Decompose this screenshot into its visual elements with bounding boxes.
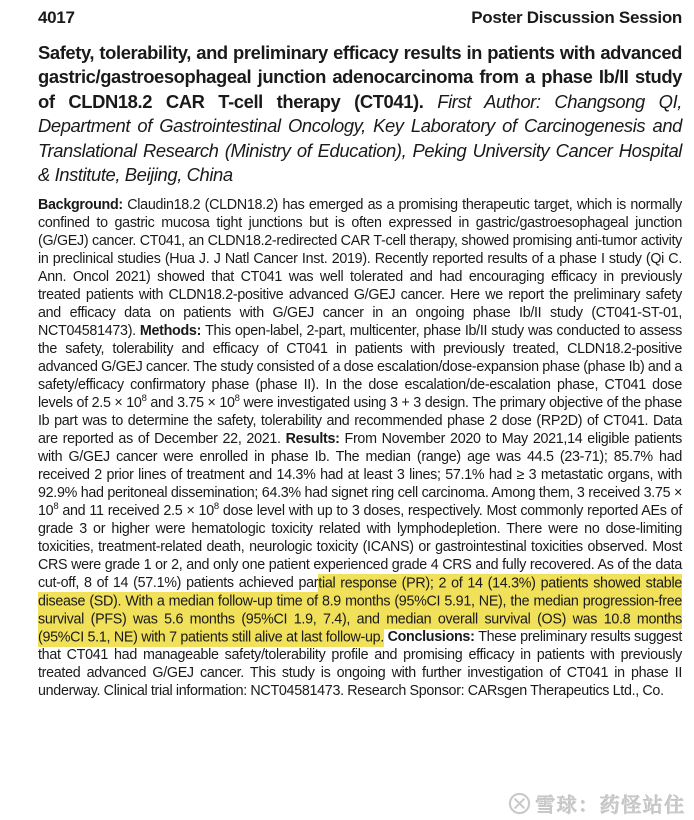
abstract-run-bold: Conclusions: xyxy=(387,629,479,646)
abstract-run-normal: were investigated using 3 + 3 design. The primary objective of the phase Ib part was to determine the safety, tolerability and recommended phase 2 dose (RP2D) of CT041. Data are reported as of December 22, 2021. xyxy=(38,395,682,448)
watermark-text: 雪球：药怪站住 xyxy=(535,795,686,817)
watermark xyxy=(508,789,687,818)
abstract-run-normal: From November 2020 to May 2021,14 eligible patients with G/GEJ cancer were enrolled in phase Ib. The median (range) age was 44.5 (23-71); 85.7% had received 2 prior lines of treatment and 14.3% had at least 3 lines; 57.1% had ≥ 3 metastatic organs, with 92.9% had peritoneal dissemination; 64.3% had signet ring cell carcinoma. Among them, 3 received 3.75 × 10 xyxy=(38,431,682,520)
abstract-run-normal: dose level with up to 3 doses, respectively. Most commonly reported AEs of grade 3 or higher were hematologic toxicity related with lymphodepletion. There were no dose-limiting toxicities, treatment-related death, neurologic toxicity (ICANS) or gastrointestinal toxicities observed. Most CRS were grade 1 or 2, and only one patient experienced grade 4 CRS and fully recovered. As of the data cut-off, 8 of 14 (57.1%) patients achieved par xyxy=(38,503,682,592)
abstract-run-normal: These preliminary results suggest that CT041 had manageable safety/tolerability profile and promising efficacy in patients with previously treated advanced G/GEJ cancer. This study is ongoing with further investigation of CT041 in phase II underway. Clinical trial information: NCT04581473. Research Sponsor: CARsgen Therapeutics Ltd., Co. xyxy=(38,629,682,700)
abstract-authors: First Author: Changsong QI, Department of Gastrointestinal Oncology, Key Laboratory of Carcinogenesis and Translational Research (Ministry of Education), Peking University Cancer Hospital & Institute, Beijing, China xyxy=(38,90,682,186)
xueqiu-logo-icon xyxy=(508,792,531,815)
abstract-run-normal: Claudin18.2 (CLDN18.2) has emerged as a promising therapeutic target, which is normally confined to gastric mucosa tight junctions but is often expressed in gastric/gastroesophageal junction (G/GEJ) cancer. CT041, an CLDN18.2-redirected CAR T-cell therapy, showed promising anti-tumor activity in preclinical studies (Hua J. J Natl Cancer Inst. 2019). Recently reported results of a phase I study (Qi C. Ann. Oncol 2021) showed that CT041 was well tolerated and had encouraging efficacy in previously treated patients with CLDN18.2-positive advanced G/GEJ cancer. Here we report the preliminary safety and efficacy data on patients with G/GEJ cancer in an ongoing phase Ib/II study (CT041-ST-01, NCT04581473). xyxy=(38,197,683,340)
abstract-run-sup: 8 xyxy=(213,501,219,513)
abstract-title: Safety, tolerability, and preliminary efficacy results in patients with advanced gastric/gastroesophageal junction adenocarcinoma from a phase Ib/II study of CLDN18.2 CAR T-cell therapy (CT041). xyxy=(38,42,682,112)
session-type-label: Poster Discussion Session xyxy=(471,8,682,27)
abstract-run-normal: and 3.75 × 10 xyxy=(146,395,235,412)
abstract-run-bold: Results: xyxy=(285,431,345,448)
abstract-run-highlight: tial response (PR); 2 of 14 (14.3%) patients showed stable disease (SD). With a median follow-up time of 8.9 months (95%CI 5.91, NE), the median progression-free survival (PFS) was 5.6 months (95%CI 1.9, 7.4), and median overall survival (OS) was 10.8 months (95%CI 5.1, NE) with 7 patients still alive at last follow-up. xyxy=(38,575,682,646)
abstract-run-bold: Background: xyxy=(38,197,128,214)
abstract-title-block xyxy=(38,41,682,187)
abstract-run-sup: 8 xyxy=(234,393,240,405)
page-header xyxy=(38,8,682,28)
abstract-run-normal: This open-label, 2-part, multicenter, phase Ib/II study was conducted to assess the safety, tolerability and efficacy of CT041 in patients with previously treated, CLDN18.2-positive advanced G/GEJ cancer. The study consisted of a dose escalation/dose-expansion phase (phase Ib) and a safety/efficacy confirmatory phase (phase II). In the dose escalation/de-escalation phase, CT041 dose levels of 2.5 × 10 xyxy=(38,323,682,412)
abstract-number: 4017 xyxy=(38,8,75,27)
abstract-run-normal: and 11 received 2.5 × 10 xyxy=(58,503,214,520)
abstract-run-sup: 8 xyxy=(141,393,147,405)
abstract-run-sup: 8 xyxy=(53,501,59,513)
abstract-body-text xyxy=(38,196,682,700)
abstract-run-bold: Methods: xyxy=(139,323,206,340)
